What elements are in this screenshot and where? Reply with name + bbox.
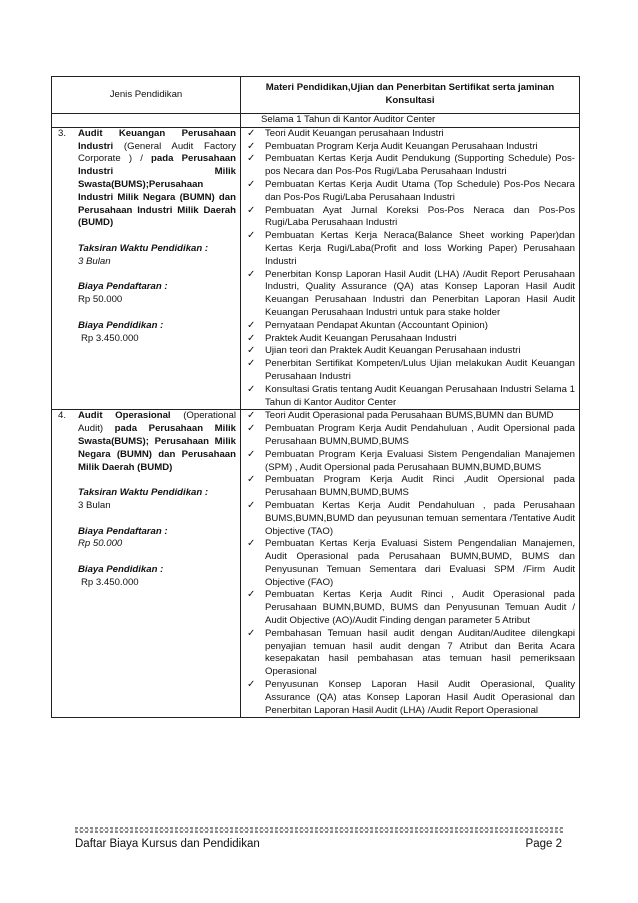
checkmark-icon: ✓ bbox=[247, 627, 256, 639]
education-type-cell bbox=[52, 127, 241, 410]
list-item: ✓ Pembuatan Ayat Jurnal Koreksi Pos-Pos Neraca dan Pos-Pos Rugi/Laba Perusahaan Industri bbox=[247, 204, 575, 229]
list-item: ✓ Pembuatan Program Kerja Audit Pendahuluan , Audit Opersional pada Perusahaan BUMN,BUMD,BUMS bbox=[247, 423, 575, 447]
carryover-text: Selama 1 Tahun di Kantor Auditor Center bbox=[241, 114, 580, 128]
header-education-type: Jenis Pendidikan bbox=[52, 77, 241, 114]
education-type-cell bbox=[52, 410, 241, 718]
list-item: ✓ Pembuatan Program Kerja Audit Keuangan Perusahaan Industri bbox=[247, 140, 538, 152]
duration-label: Taksiran Waktu Pendidikan : bbox=[78, 487, 209, 499]
fee-label: Biaya Pendidikan : bbox=[78, 563, 164, 575]
list-item: ✓ Teori Audit Keuangan perusahaan Industri bbox=[247, 127, 444, 139]
list-item: ✓ Ujian teori dan Praktek Audit Keuangan Perusahaan industri bbox=[247, 345, 521, 357]
table-header-row bbox=[52, 77, 580, 114]
checkmark-icon: ✓ bbox=[247, 474, 256, 486]
list-item: ✓ Praktek Audit Keuangan Perusahaan Industri bbox=[247, 332, 457, 344]
duration-value: 3 Bulan bbox=[78, 499, 111, 511]
registration-value: Rp 50.000 bbox=[78, 538, 123, 550]
checkmark-icon: ✓ bbox=[247, 499, 256, 511]
carryover-row bbox=[52, 114, 580, 128]
course-table bbox=[51, 76, 580, 718]
materials-cell bbox=[241, 127, 580, 410]
checkmark-icon: ✓ bbox=[247, 140, 256, 152]
checkmark-icon: ✓ bbox=[247, 423, 256, 435]
checkmark-icon: ✓ bbox=[247, 538, 256, 550]
list-item: ✓ Konsultasi Gratis tentang Audit Keuangan Perusahaan Industri Selama 1 Tahun di Kantor Auditor Center bbox=[247, 383, 575, 408]
course-title: Audit Keuangan Perusahaan Industri (General Audit Factory Corporate ) / pada Perusahaan Industri Milik Swasta(BUMS);Perusahaan Industri Milik Negara (BUMN) dan Perusahaan Industri Milik Daerah (BUMD) bbox=[78, 127, 236, 229]
fee-value: Rp 3.450.000 bbox=[81, 332, 139, 344]
checkmark-icon: ✓ bbox=[247, 410, 256, 422]
list-item: ✓ Pembahasan Temuan hasil audit dengan Auditan/Auditee dilengkapi penyajian temuan hasil audit dengan 7 Atribut dan Berita Acara kesepakatan hasil pembahasan atas temuan hasil pemeriksaan Operasional bbox=[247, 627, 575, 678]
duration-label: Taksiran Waktu Pendidikan : bbox=[78, 242, 209, 254]
list-item: ✓ Pembuatan Program Kerja Evaluasi Sistem Pengendalian Manajemen (SPM) , Audit Opersional pada Perusahaan BUMN,BUMD,BUMS bbox=[247, 448, 575, 473]
list-item: ✓ Pembuatan Program Kerja Audit Rinci ,Audit Opersional pada Perusahaan BUMN,BUMD,BUMS bbox=[247, 474, 575, 499]
header-materials: Materi Pendidikan,Ujian dan Penerbitan Sertifikat serta jaminan Konsultasi bbox=[241, 77, 580, 114]
list-item: ✓ Penerbitan Sertifikat Kompeten/Lulus Ujian melakukan Audit Keuangan Perusahaan Industri bbox=[247, 358, 575, 382]
page-number: Page 2 bbox=[525, 838, 562, 850]
registration-label: Biaya Pendaftaran : bbox=[78, 281, 168, 293]
list-item: ✓ Teori Audit Operasional pada Perusahaan BUMS,BUMN dan BUMD bbox=[247, 410, 554, 422]
fee-value: Rp 3.450.000 bbox=[81, 576, 139, 588]
list-item: ✓ Pernyataan Pendapat Akuntan (Accountant Opinion) bbox=[247, 319, 488, 331]
checkmark-icon: ✓ bbox=[247, 127, 256, 139]
checkmark-icon: ✓ bbox=[247, 679, 256, 691]
list-item: ✓ Pembuatan Kertas Kerja Neraca(Balance Sheet working Paper)dan Kertas Kerja Rugi/Laba(Profit and loss Working Paper) Perusahaan Industri bbox=[247, 230, 575, 267]
registration-value: Rp 50.000 bbox=[78, 294, 123, 306]
table-row bbox=[52, 410, 580, 718]
checkmark-icon: ✓ bbox=[247, 153, 256, 165]
checkmark-icon: ✓ bbox=[247, 332, 256, 344]
checkmark-icon: ✓ bbox=[247, 345, 256, 357]
list-item: ✓ Pembuatan Kertas Kerja Evaluasi Sistem Pengendalian Manajemen, Audit Operasional pada Perusahaan BUMN,BUMD, BUMS dan Penyusunan Temuan Sementara dari Evaluasi SPM /Firm Audit Objective (FAO) bbox=[247, 538, 575, 588]
duration-value: 3 Bulan bbox=[78, 255, 111, 267]
checkmark-icon: ✓ bbox=[247, 230, 256, 242]
checkmark-icon: ✓ bbox=[247, 383, 256, 395]
materials-list bbox=[245, 410, 575, 717]
checkmark-icon: ✓ bbox=[247, 358, 256, 370]
registration-label: Biaya Pendaftaran : bbox=[78, 525, 168, 537]
list-item: ✓ Pembuatan Kertas Kerja Audit Pendahuluan , pada Perusahaan BUMS,BUMN,BUMD dan peyusunan temuan sementara /Tentative Audit Objective (TAO) bbox=[247, 499, 575, 537]
checkmark-icon: ✓ bbox=[247, 204, 256, 216]
course-title: Audit Operasional (Operational Audit) pada Perusahaan Milik Swasta(BUMS); Perusahaan Milik Negara (BUMN) dan Perusahaan Milik Daerah (BUMD) bbox=[78, 410, 236, 473]
fee-label: Biaya Pendidikan : bbox=[78, 319, 164, 331]
checkmark-icon: ✓ bbox=[247, 268, 256, 280]
checkmark-icon: ✓ bbox=[247, 589, 256, 601]
materials-list bbox=[245, 128, 575, 410]
materials-cell bbox=[241, 410, 580, 718]
list-item: ✓ Pembuatan Kertas Kerja Audit Utama (Top Schedule) Pos-Pos Necara dan Pos-Pos Rugi/Laba Perusahaan Industri bbox=[247, 178, 575, 203]
footer-divider bbox=[75, 827, 563, 833]
row-number: 3. bbox=[58, 127, 67, 139]
list-item: ✓ Penyusunan Konsep Laporan Hasil Audit Operasional, Quality Assurance (QA) atas Konsep Laporan Hasil Audit Operasional dan Penerbitan Laporan Hasil Audit (LHA) /Audit Report Operasional bbox=[247, 679, 575, 716]
checkmark-icon: ✓ bbox=[247, 178, 256, 190]
table-row bbox=[52, 127, 580, 410]
list-item: ✓ Pembuatan Kertas Kerja Audit Rinci , Audit Operasional pada Perusahaan BUMN,BUMD, BUMS dan Penyusunan Temuan Audit / Audit Objective (AO)/Audit Finding dengan parameter 5 Atribut bbox=[247, 589, 575, 627]
list-item: ✓ Penerbitan Konsp Laporan Hasil Audit (LHA) /Audit Report Perusahaan Industri, Quality Assurance (QA) atas Konsep Laporan Hasil Audit Keuangan Perusahaan Industri dan Penerbitan Laporan Hasil Audit Keuangan Perusahaan Industri untuk para stake holder bbox=[247, 268, 575, 318]
checkmark-icon: ✓ bbox=[247, 319, 256, 331]
checkmark-icon: ✓ bbox=[247, 448, 256, 460]
row-number: 4. bbox=[58, 410, 67, 422]
footer-title: Daftar Biaya Kursus dan Pendidikan bbox=[75, 838, 260, 850]
list-item: ✓ Pembuatan Kertas Kerja Audit Pendukung (Supporting Schedule) Pos-pos Necara dan Pos-Pos Rugi/Laba Perusahaan Industri bbox=[247, 153, 575, 178]
